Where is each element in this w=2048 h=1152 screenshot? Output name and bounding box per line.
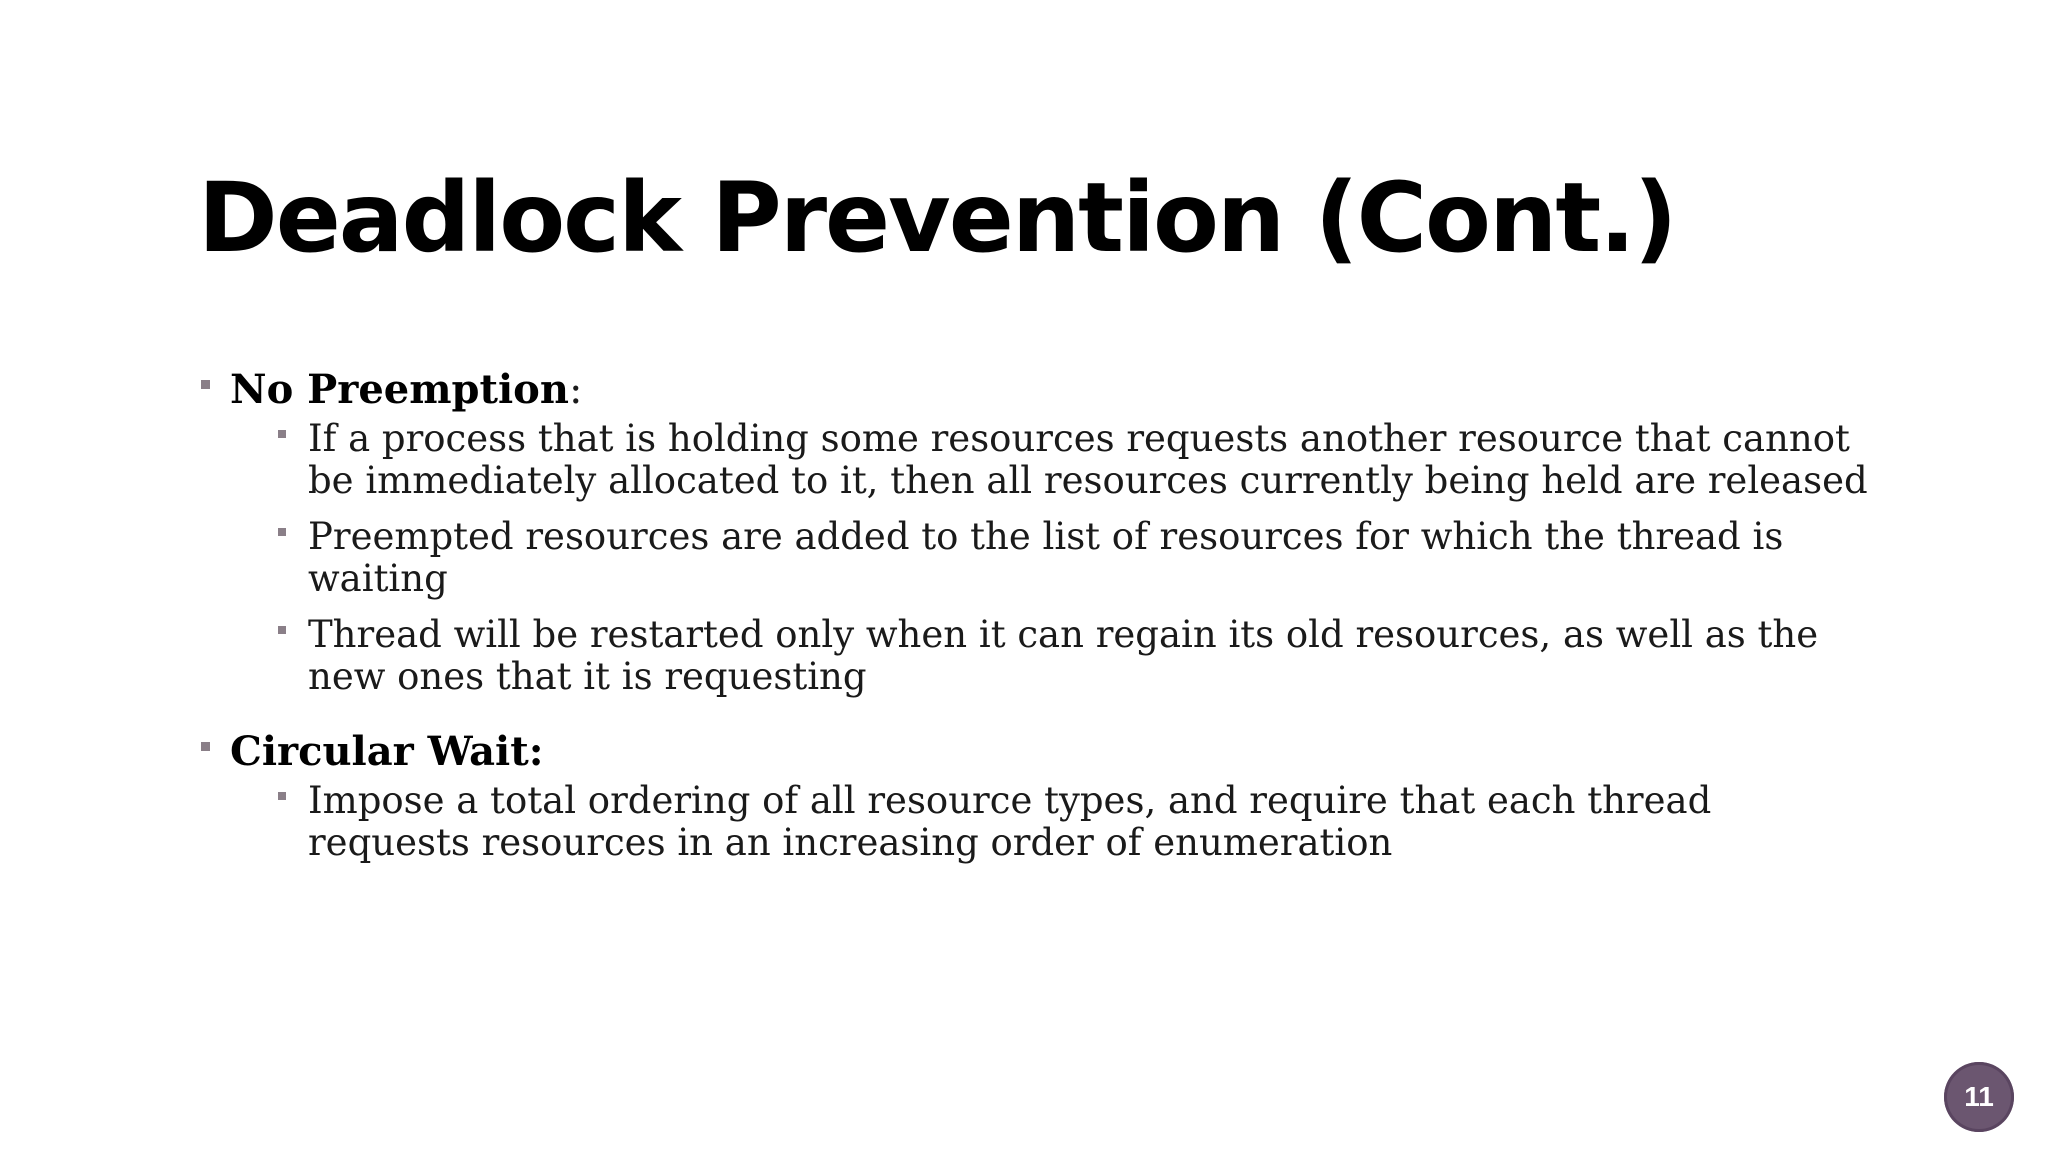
slide-body [198, 366, 1898, 864]
list-item [230, 780, 1878, 864]
square-bullet-icon [201, 742, 210, 751]
square-bullet-icon [278, 528, 286, 536]
square-bullet-icon [201, 380, 210, 389]
square-bullet-icon [278, 626, 286, 634]
list-item-text: Thread will be restarted only when it can regain its old resources, as well as the new ones that it is requesting [308, 613, 1819, 698]
list-item-text: Preempted resources are added to the list of resources for which the thread is waiting [308, 515, 1784, 600]
section-heading-suffix: : [568, 367, 583, 413]
list-item-text: Impose a total ordering of all resource types, and require that each thread requests resources in an increasing order of enumeration [308, 779, 1712, 864]
sub-bullet-list [230, 418, 1898, 698]
list-item-text: If a process that is holding some resources requests another resource that cannot be immediately allocated to it, then all resources currently being held are released [308, 417, 1868, 502]
sub-bullet-list [230, 780, 1898, 864]
square-bullet-icon [278, 792, 286, 800]
section-heading: No Preemption [230, 366, 569, 413]
section-no-preemption [198, 366, 1898, 698]
list-item [230, 614, 1878, 698]
square-bullet-icon [278, 430, 286, 438]
slide-title: Deadlock Prevention (Cont.) [198, 162, 1676, 274]
list-item [230, 418, 1878, 502]
section-heading: Circular Wait: [230, 728, 544, 775]
list-item [230, 516, 1878, 600]
section-circular-wait [198, 728, 1898, 864]
page-number-badge: 11 [1944, 1062, 2014, 1132]
